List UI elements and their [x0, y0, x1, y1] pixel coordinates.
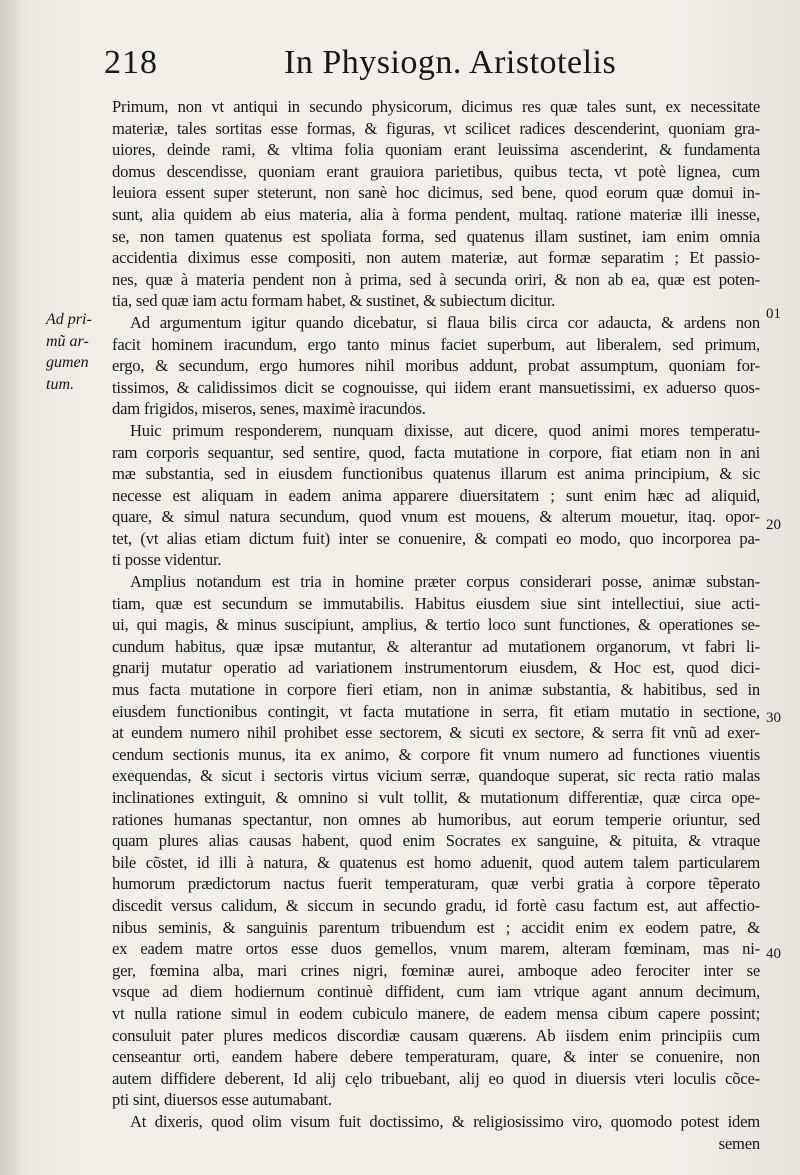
margin-note-line: gumen	[46, 354, 89, 372]
line-number: 01	[766, 306, 781, 322]
text-line: discedit versus calidum, & siccum in secundo gradu, id fortè casu factum est, aut affectio-	[112, 895, 760, 915]
text-line: ui, qui magis, & minus suscipiunt, amplius, & tertio loco sunt functiones, & operationes se-	[112, 615, 760, 635]
text-line: quare, & simul natura secundum, quod vnum est mouens, & alterum mouetur, itaq. opor-	[112, 507, 760, 527]
text-line: ex eadem matre ortos esse duos gemellos, vnum marem, alteram fœminam, mas ni-	[112, 939, 760, 959]
text-line: quam plures alias causas habent, quod enim Socrates ex sanguine, & pituita, & vtraque	[112, 831, 760, 851]
text-line: gnarij mutatur operatio ad variationem instrumentorum eiusdem, & Hoc est, quod dici-	[112, 658, 760, 678]
text-line: censeantur orti, eandem habere debere temperaturam, quare, & inter se conuenire, non	[112, 1047, 760, 1067]
text-line: bile cõstet, id illi à natura, & quatenus est homo aduenit, quod autem talem particularem	[112, 852, 760, 872]
text-line: Ad argumentum igitur quando dicebatur, si flaua bilis circa cor adaucta, & ardens non	[130, 312, 760, 332]
text-line: materiæ, tales sortitas esse formas, & figuras, vt scilicet radices descenderint, quoniam gra-	[112, 118, 760, 138]
text-line: At dixeris, quod olim visum fuit doctissimo, & religiosissimo viro, quomodo potest idem	[130, 1111, 760, 1131]
text-line: accidentia diximus esse compositi, non autem materiæ, aut formæ separatim ; Et passio-	[112, 248, 760, 268]
text-line: tiam, quæ est secundum se immutabilis. Habitus eiusdem siue sint intellectiui, siue acti-	[112, 593, 760, 613]
text-line: uiores, deinde rami, & vltima folia quoniam erant leuissima ascenderint, & fundamenta	[112, 140, 760, 160]
text-line: tissimos, & calidissimos dicit se cognouisse, qui iidem erant mansuetissimi, ex aduerso quos-	[112, 377, 760, 397]
catchword: semen	[718, 1133, 760, 1153]
text-line: ger, fœmina alba, mari crines nigri, fœminæ aurei, amboque adeo ferociter inter se	[112, 960, 760, 980]
page-number: 218	[104, 44, 158, 81]
text-line: pti sint, diuersos esse autumabant.	[112, 1090, 332, 1110]
text-line: ti posse videntur.	[112, 550, 222, 570]
text-line: domus descendisse, quoniam erant grauiora parietibus, quibus tecta, vt potè lignea, cum	[112, 161, 760, 181]
text-line: humorum prædictorum nactus fuerit temperaturam, quæ verbi gratia à corpore tẽperato	[112, 874, 760, 894]
text-line: sunt, alia quidem ab eius materia, alia à forma pendent, multaq. ratione materiæ illi inesse,	[112, 204, 760, 224]
text-line: leuiora essent super steterunt, non sanè hoc dicimus, sed bene, quod eorum quæ domui in-	[112, 183, 760, 203]
line-number: 40	[766, 946, 781, 962]
text-line: tet, (vt alias etiam dictum fuit) inter se conuenire, & compati eo modo, quo incorporea pa-	[112, 528, 760, 548]
text-line: ram corporis sequantur, sed sentire, quod, facta mutatione in corpore, fiat etiam non in ani	[112, 442, 760, 462]
text-line: necesse est aliquam in eadem anima apparere diuersitatem ; sunt enim hæc ad aliquid,	[112, 485, 760, 505]
margin-note-line: tum.	[46, 375, 74, 393]
text-line: cundum habitus, quæ ipsæ mutantur, & alterantur ad mutationem organorum, vt fabri li-	[112, 636, 760, 656]
margin-note-line: mũ ar-	[46, 332, 89, 350]
text-line: consuluit pater plures medicos discordiæ causam quærens. Ab iisdem enim principiis cum	[112, 1025, 760, 1045]
text-line: tia, sed quæ iam actu formam habet, & sustinet, & subiectum dicitur.	[112, 291, 556, 311]
text-line: vsque ad diem hodiernum continuè diffident, cum iam vtrique agant annum decimum,	[112, 982, 760, 1002]
text-line: rationes humanas spectantur, non omnes ab humoribus, aut eorum temperie oriuntur, sed	[112, 809, 760, 829]
text-line: se, non tamen quatenus est spoliata forma, sed quatenus illam sustinet, iam enim omnia	[112, 226, 760, 246]
text-line: nibus seminis, & sanguinis parentum tribuendum est ; accidit enim ex eodem patre, &	[112, 917, 760, 937]
text-line: mæ substantia, sed in eiusdem functionibus quatenus illarum est anima principium, & sic	[112, 464, 760, 484]
text-line: cendum sectionis munus, ita ex animo, & corpore fit vnum numero ad functiones viuentis	[112, 744, 760, 764]
text-line: eiusdem functionibus contingit, vt facta mutatione in serra, fit etiam mutatio in sectione,	[112, 701, 760, 721]
text-line: Amplius notandum est tria in homine præter corpus considerari posse, animæ substan-	[130, 572, 760, 592]
text-line: exequendas, & sicut i sectoris virtus vicium serræ, quandoque superat, sic recta ratio malas	[112, 766, 760, 786]
line-number: 20	[766, 517, 781, 533]
margin-note	[46, 309, 110, 395]
text-line: Huic primum responderem, nunquam dixisse, aut dicere, quod animi mores temperatu-	[130, 420, 760, 440]
text-line: Primum, non vt antiqui in secundo physicorum, dicimus res quæ tales sunt, ex necessitate	[112, 97, 760, 116]
line-number: 30	[766, 710, 781, 726]
text-line: facit hominem iracundum, ergo tanto minus faciet superbum, aut liberalem, sed primum,	[112, 334, 760, 354]
text-line: autem diffidere deberent, Id alij cęlo tribuebant, alij eo quod in diuersis vteri loculis cõce-	[112, 1068, 760, 1088]
text-line: mus facta mutatione in corpore fieri etiam, non in animæ substantia, & habitibus, sed in	[112, 680, 760, 700]
text-line: inclinationes extinguit, & omnino si vult tollit, & mutationum differentiæ, quæ circa ope-	[112, 788, 760, 807]
margin-note-line: Ad pri-	[46, 311, 92, 328]
body-text	[112, 96, 760, 1154]
text-line: nes, quæ à materia pendent non à prima, sed à secunda oriri, & non ab ea, quæ est poten-	[112, 269, 760, 289]
text-line: ergo, & secundum, ergo humores nihil moribus addunt, probat assumptum, quoniam for-	[112, 356, 760, 376]
text-line: at eundem numero nihil prohibet esse sectorem, & sicuti ex sectore, & serra fit vnũ ad exer-	[112, 723, 760, 743]
text-line: dam frigidos, miseros, senes, maximè iracundos.	[112, 399, 426, 419]
running-head: In Physiogn. Aristotelis	[284, 44, 617, 81]
text-line: vt nulla ratione simul in eodem cubiculo manere, de eadem mensa cibum capere possint;	[112, 1003, 760, 1023]
